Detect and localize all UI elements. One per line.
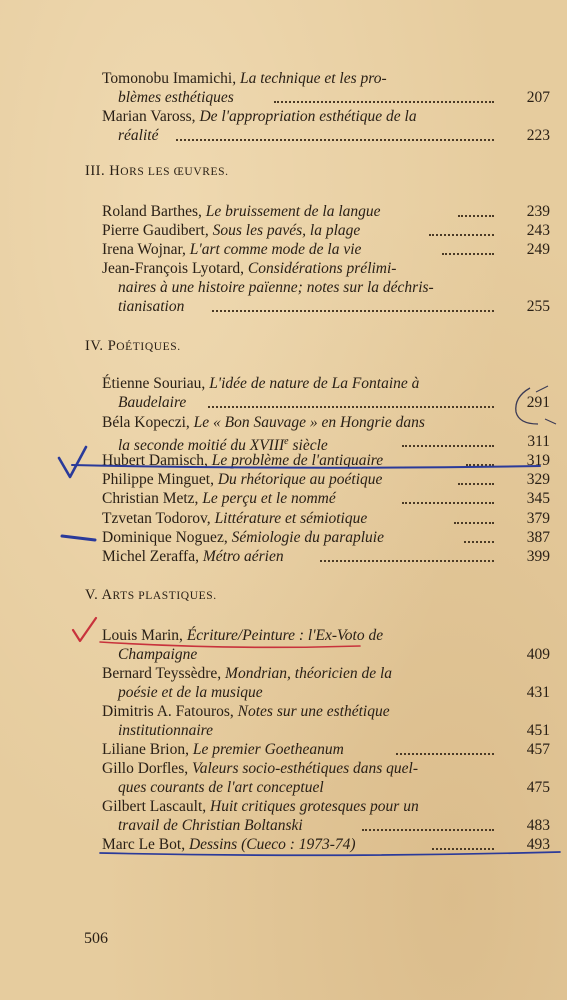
title: Huit critiques grotesques pour un (210, 798, 419, 815)
author: Pierre Gaudibert, (102, 222, 209, 239)
author: Béla Kopeczi, (102, 414, 190, 431)
page-folio: 506 (84, 930, 108, 947)
toc-entry-lascault (102, 797, 550, 835)
page-number: 311 (527, 433, 550, 450)
toc-entry-brion (102, 740, 550, 759)
author: Gilbert Lascault, (102, 798, 207, 815)
toc-entry-lyotard (102, 259, 550, 316)
author: Gillo Dorfles, (102, 760, 189, 777)
toc-entry-noguez (102, 528, 550, 547)
title: Mondrian, théoricien de la (225, 665, 393, 682)
title: Baudelaire (118, 394, 187, 411)
author: Bernard Teyssèdre, (102, 665, 222, 682)
page-number: 457 (526, 741, 550, 758)
page-number: 483 (526, 817, 550, 834)
page-number: 431 (526, 684, 550, 701)
toc-entry-imamichi (102, 69, 550, 107)
author: Jean-François Lyotard, (102, 260, 245, 277)
title: Le bruissement de la langue (205, 203, 381, 220)
author: Irena Wojnar, (102, 241, 186, 258)
blue-dash-mark (62, 536, 95, 540)
toc-entry-dorfles (102, 759, 550, 797)
author: Tomonobu Imamichi, (102, 70, 237, 87)
author: Dimitris A. Fatouros, (102, 703, 234, 720)
toc-entry-minguet (102, 470, 550, 489)
author: Liliane Brion, (102, 741, 189, 758)
toc-entry-todorov (102, 509, 550, 528)
page-number: 399 (526, 548, 550, 565)
title: Champaigne (118, 646, 198, 663)
toc-entry-zeraffa (102, 547, 550, 566)
title: De l'appropriation esthétique de la (199, 108, 417, 125)
toc-entry-souriau (102, 374, 550, 412)
page-number: 329 (526, 471, 550, 488)
page-number: 345 (526, 490, 550, 507)
title: Le perçu et le nommé (202, 490, 336, 507)
toc-entry-fatouros (102, 702, 550, 740)
red-checkmark (73, 618, 96, 641)
title: ques courants de l'art conceptuel (118, 779, 324, 796)
page-number: 255 (526, 298, 550, 315)
title: Sous les pavés, la plage (212, 222, 361, 239)
title: Le problème de l'antiquaire (211, 452, 384, 469)
title: L'art comme mode de la vie (189, 241, 362, 258)
title: L'idée de nature de La Fontaine à (209, 375, 420, 392)
page-number: 319 (526, 452, 550, 469)
page-number: 249 (526, 241, 550, 258)
title: Sémiologie du parapluie (231, 529, 384, 546)
toc-entry-marin: Louis Marin, Écriture/Peinture : l'Ex-Voto de Champaigne 409 (102, 627, 550, 663)
page-number: 291 (526, 394, 550, 411)
author: Dominique Noguez, (102, 529, 228, 546)
title: Considérations prélimi- (247, 260, 397, 277)
title: tianisation (118, 298, 185, 315)
title: Métro aérien (202, 548, 284, 565)
page-number: 409 (526, 646, 550, 663)
title: Le « Bon Sauvage » en Hongrie dans (193, 414, 425, 431)
title: la seconde moitié du XVIIIe siècle (118, 436, 328, 455)
page-number: 475 (526, 779, 550, 796)
title: Notes sur une esthétique (237, 703, 390, 720)
title: travail de Christian Boltanski (118, 817, 303, 834)
title: Écriture/Peinture (186, 627, 295, 644)
title: La technique et les pro- (239, 70, 387, 87)
blue-checkmark (59, 447, 86, 477)
author: Tzvetan Todorov, (102, 510, 211, 527)
author: Christian Metz, (102, 490, 199, 507)
author: Étienne Souriau, (102, 375, 206, 392)
section-heading-v: V. ARTS PLASTIQUES. (85, 587, 217, 603)
page-number: 207 (526, 89, 550, 106)
title: Littérature et sémiotique (214, 510, 368, 527)
section-heading-iii: III. HORS LES ŒUVRES. (85, 163, 229, 179)
title: blèmes esthétiques (118, 89, 234, 106)
author: Michel Zeraffa, (102, 548, 199, 565)
toc-entry-wojnar (102, 240, 550, 259)
toc-entry-lebot (102, 835, 550, 854)
title: naires à une histoire païenne; notes sur la déchris- (118, 279, 434, 296)
title: institutionnaire (118, 722, 214, 739)
toc-entry-metz (102, 489, 550, 508)
toc-entry-vaross (102, 107, 550, 145)
author: Roland Barthes, (102, 203, 202, 220)
title: poésie et de la musique (118, 684, 263, 701)
title: Du rhétorique au poétique (217, 471, 383, 488)
author: Marc Le Bot, (102, 836, 186, 853)
author: Philippe Minguet, (102, 471, 214, 488)
toc-entry-barthes (102, 202, 550, 221)
page-number: 379 (526, 510, 550, 527)
author: Hubert Damisch, (102, 452, 208, 469)
title: Dessins (Cueco : 1973-74) (188, 836, 356, 853)
toc-entry-kopeczi (102, 413, 550, 455)
page-number: 451 (526, 722, 550, 739)
page-number: 239 (526, 203, 550, 220)
toc-entry-damisch (102, 451, 550, 470)
page-number: 223 (526, 127, 550, 144)
page-number: 493 (526, 836, 550, 853)
title: Le premier Goetheanum (192, 741, 344, 758)
page-number: 387 (526, 529, 550, 546)
title: Valeurs socio-esthétiques dans quel- (191, 760, 418, 777)
author: Marian Vaross, (102, 108, 196, 125)
title: réalité (118, 127, 159, 144)
toc-entry-gaudibert (102, 221, 550, 240)
page-number: 243 (526, 222, 550, 239)
section-heading-iv: IV. POÉTIQUES. (85, 338, 181, 354)
author: Louis Marin, (102, 627, 183, 644)
toc-entry-teyssedre (102, 664, 550, 702)
